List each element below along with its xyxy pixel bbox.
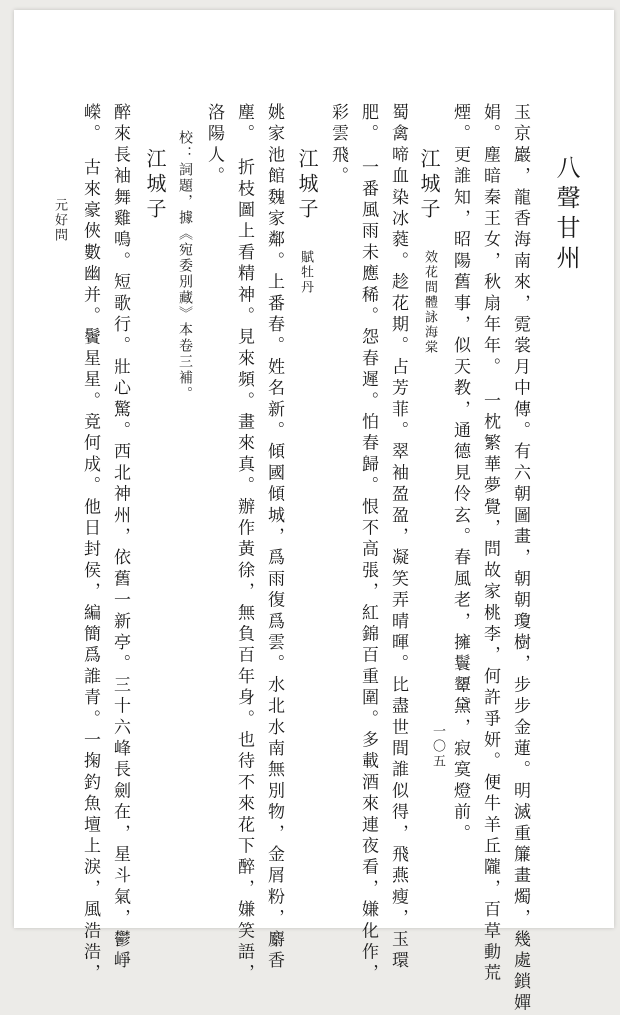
section-title-ba-sheng-gan-zhou: 八聲甘州 xyxy=(552,155,580,275)
section-subtitle: 效花間體詠海棠 xyxy=(422,250,437,355)
section-subtitle: 賦牡丹 xyxy=(298,250,313,295)
author-running-header: 元好問 xyxy=(52,198,67,243)
verse-line: 娟。塵暗秦王女，秋扇年年。 一枕繁華夢覺，問故家桃李，何許爭妍。便牛羊丘隴，百草動荒 xyxy=(480,103,500,985)
book-page xyxy=(14,10,614,1015)
verse-line: 姚家池館魏家鄰。上番春。姓名新。傾國傾城，爲雨復爲雲。水北水南無別物，金屑粉，麝香 xyxy=(264,103,284,973)
verse-line: 醉來長袖舞雞鳴。短歌行。壯心驚。西北神州，依舊一新亭。三十六峰長劍在，星斗氣，鬱崢 xyxy=(110,103,130,973)
verse-line: 彩雲飛。 xyxy=(328,103,348,188)
verse-line: 煙。更誰知，昭陽舊事，似天教，通德見伶玄。春風老，擁鬟顰黛，寂寞燈前。 xyxy=(450,103,470,845)
verse-line: 嶸。 古來豪俠數幽并。鬢星星。竟何成。他日封侯，編簡爲誰青。一掬釣魚壇上淚，風浩浩， xyxy=(80,103,100,985)
section-title-jiang-cheng-zi: 江城子 xyxy=(295,148,319,223)
verse-line: 洛陽人。 xyxy=(204,103,224,188)
verse-line: 塵。 折枝圖上看精神。見來頻。畫來真。辦作黃徐，無負百年身。也待不來花下醉，嫌笑語， xyxy=(234,103,254,985)
section-title-jiang-cheng-zi: 江城子 xyxy=(417,148,441,223)
section-title-jiang-cheng-zi: 江城子 xyxy=(143,148,167,223)
verse-line: 肥。 一番風雨未應稀。怨春遲。怕春歸。恨不高張，紅錦百重圍。多載酒來連夜看，嫌化作， xyxy=(358,103,378,985)
page-number: 一〇五 xyxy=(430,724,445,769)
verse-line: 玉京巖，龍香海南來，霓裳月中傳。有六朝圖畫，朝朝瓊樹，步步金蓮。明滅重簾畫燭，幾處鎖嬋 xyxy=(510,103,530,1015)
editorial-note: 校：詞題，據《宛委別藏》本卷三補。 xyxy=(177,130,193,402)
verse-line: 蜀禽啼血染冰蕤。趁花期。占芳菲。翠袖盈盈，凝笑弄晴暉。比盡世間誰似得，飛燕瘦，玉環 xyxy=(388,103,408,973)
